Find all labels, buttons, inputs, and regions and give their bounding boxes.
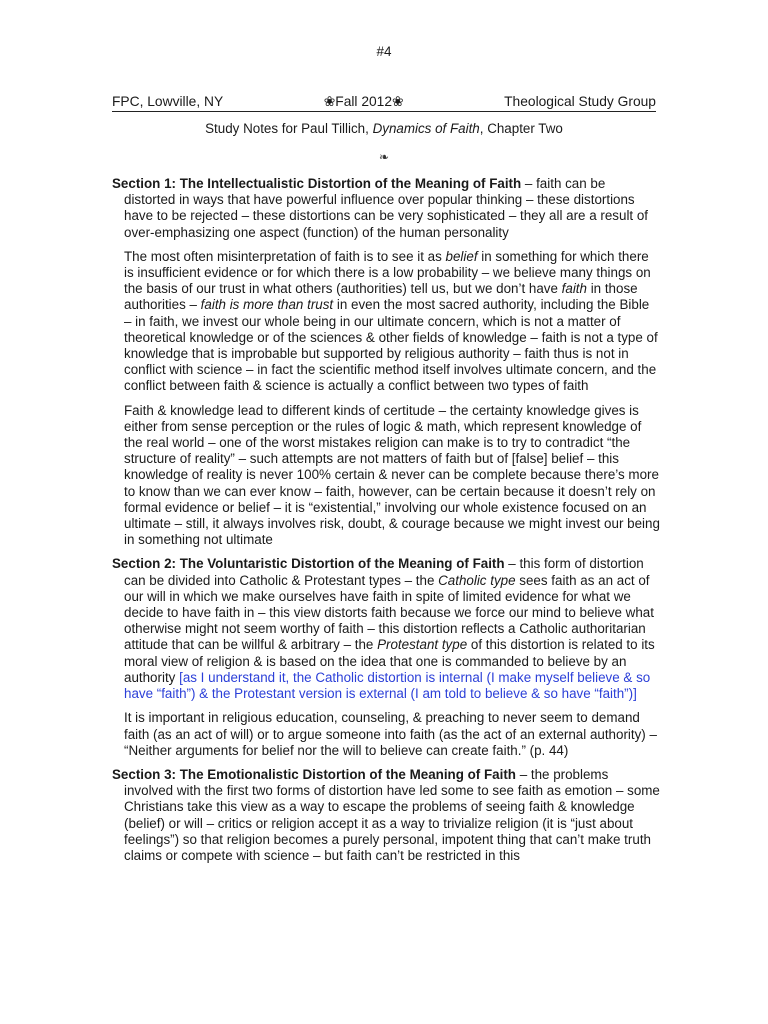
author-note: [as I understand it, the Catholic distortion is internal (I make myself believe & so have “faith”) & the Protestant version is external (I am told to believe & so have “faith”)] — [124, 669, 651, 702]
section-2 — [112, 556, 660, 702]
section-1-summary: – faith can be distorted in ways that have powerful influence over popular thinking – these distortions have to be rejected – these distortions can be very sophisticated – they all are a result of over-emphasizing one aspect (function) of the human personality — [124, 176, 649, 240]
section-1-paragraph-1 — [124, 249, 660, 395]
document-body — [112, 176, 660, 872]
emphasis-catholic-type: Catholic type — [438, 572, 516, 588]
emphasis-protestant-type: Protestant type — [377, 637, 468, 653]
text-run: – this form of distortion can be divided into Catholic & Protestant types – the — [124, 556, 644, 588]
section-2-title: Section 2: The Voluntaristic Distortion of the Meaning of Faith — [112, 556, 505, 572]
document-header — [112, 94, 656, 112]
document-subtitle — [0, 121, 768, 137]
text-run: The most often misinterpretation of faith is to see it as — [124, 248, 446, 264]
header-term: ❀Fall 2012❀ — [323, 94, 404, 109]
section-3-title: Section 3: The Emotionalistic Distortion of the Meaning of Faith — [112, 766, 516, 782]
text-run: sees faith as an act of our will in which we make ourselves have faith in spite of limited evidence for what we decide to have faith in – this view distorts faith because we force our mind to believe what otherwise might not seem worthy of faith – this distortion reflects a Catholic authoritarian attitude that can be willful & arbitrary – the — [124, 572, 654, 653]
text-run: in even the most sacred authority, including the Bible – in faith, we invest our whole being in our ultimate concern, which is not a matter of theoretical knowledge or of the sciences & other fields of knowledge – faith is not a type of knowledge that is improbable but supported by religious authority – faith thus is not in conflict with science – in fact the scientific method itself involves ultimate concern, and the conflict between faith & science is actually a conflict between two types of faith — [124, 297, 658, 394]
section-1-title: Section 1: The Intellectualistic Distortion of the Meaning of Faith — [112, 176, 522, 191]
text-run: in those authorities – — [124, 281, 638, 313]
subtitle-book-title: Dynamics of Faith — [372, 121, 480, 136]
header-group: Theological Study Group — [504, 94, 656, 109]
section-1-paragraph-2: Faith & knowledge lead to different kinds of certitude – the certainty knowledge gives is either from sense perception or the rules of logic & math, which represent knowledge of the real world – one of the worst mistakes religion can make is to try to contradict “the structure of reality” – such attempts are not matters of faith but of [false] belief – this knowledge of reality is never 100% certain & never can be complete because there’s more to know than we can ever know – faith, however, can be certain because it doesn’t rely on formal evidence or belief – it is “existential,” involving our whole existence focused on an ultimate – still, it always involves risk, doubt, & courage because we might invest our being in something not ultimate — [124, 402, 660, 548]
ornament-divider-icon: ❧ — [378, 150, 390, 164]
text-run: of this distortion is related to its moral view of religion & is based on the idea that one is commanded to believe by an authority — [124, 637, 655, 685]
emphasis-faith-more-than-trust: faith is more than trust — [200, 297, 334, 313]
subtitle-prefix: Study Notes for Paul Tillich, — [205, 121, 373, 136]
text-run: in something for which there is insufficient evidence or for which there is a low probability – we believe many things on the basis of our trust in what others (authorities) tell us, but we don’t have — [124, 248, 651, 297]
section-1 — [112, 176, 660, 241]
emphasis-belief: belief — [445, 248, 478, 264]
section-3-summary: – the problems involved with the first two forms of distortion have led some to see faith as emotion – some Christians take this view as a way to escape the problems of seeing faith & knowledge (belief) or will – critics or religion accept it as a way to trivialize religion (it is “just about feelings”) so that religion becomes a purely personal, impotent thing that can’t make truth claims or compete with science – but faith can’t be restricted in this — [124, 766, 660, 863]
section-3 — [112, 767, 660, 864]
section-2-paragraph-1: It is important in religious education, counseling, & preaching to never seem to demand faith (as an act of will) or to argue someone into faith (as the act of an external authority) – “Neither arguments for belief nor the will to believe can create faith.” (p. 44) — [124, 710, 657, 758]
emphasis-faith: faith — [561, 281, 587, 297]
page-number: #4 — [376, 44, 392, 59]
subtitle-suffix: , Chapter Two — [479, 121, 563, 136]
header-location: FPC, Lowville, NY — [112, 94, 224, 109]
